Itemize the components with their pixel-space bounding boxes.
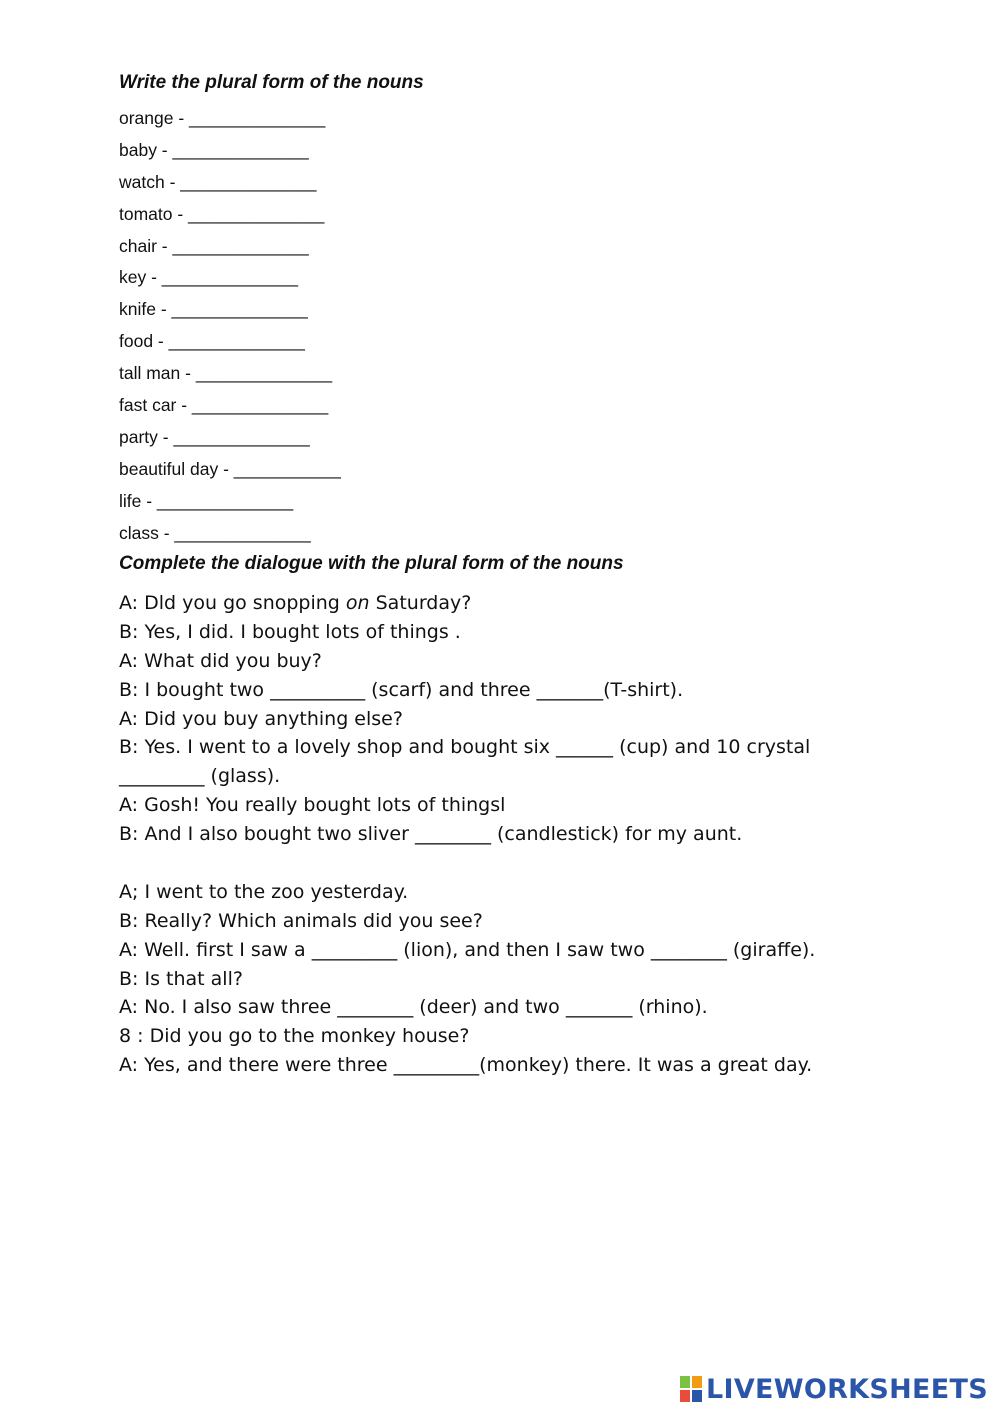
noun-item-chair[interactable]: chair - ______________ xyxy=(119,235,309,256)
dialogue-line-blank[interactable]: A: No. I also saw three ________ (deer) and two _______ (rhino). xyxy=(119,996,708,1019)
noun-item-party[interactable]: party - ______________ xyxy=(119,426,310,447)
noun-item-key[interactable]: key - ______________ xyxy=(119,267,299,288)
dialogue-text-italic: on xyxy=(345,592,370,614)
dialogue-line: A: Did you buy anything else? xyxy=(119,707,403,730)
dialogue-line-blank[interactable]: B: I bought two __________ (scarf) and three _______(T-shirt). xyxy=(119,678,684,701)
logo-text: LIVEWORKSHEETS xyxy=(705,1373,988,1405)
dialogue-line-blank[interactable]: B: And I also bought two sliver ________ (candlestick) for my aunt. xyxy=(119,823,743,846)
dialogue-spacer xyxy=(119,849,919,878)
noun-item-orange[interactable]: orange - ______________ xyxy=(119,108,326,128)
liveworksheets-logo xyxy=(680,1373,988,1405)
noun-item-knife[interactable]: knife - ______________ xyxy=(119,299,308,320)
noun-item-food[interactable]: food - ______________ xyxy=(119,331,305,352)
dialogue-line: A: What did you buy? xyxy=(119,649,322,672)
section2-heading: Complete the dialogue with the plural form of the nouns xyxy=(119,553,624,574)
dialogue-line-blank[interactable]: B: Yes. I went to a lovely shop and bought six ______ (cup) and 10 crystal xyxy=(119,736,811,759)
dialogue-block xyxy=(119,589,919,1080)
noun-item-tall-man[interactable]: tall man - ______________ xyxy=(119,363,333,384)
noun-item-baby[interactable]: baby - ______________ xyxy=(119,139,309,160)
dialogue-line: 8 : Did you go to the monkey house? xyxy=(119,1025,470,1048)
noun-item-watch[interactable]: watch - ______________ xyxy=(119,171,317,192)
dialogue-line-blank[interactable]: A: Yes, and there were three _________(monkey) there. It was a great day. xyxy=(119,1054,813,1077)
dialogue-line-blank[interactable]: A: Well. first I saw a _________ (lion), and then I saw two ________ (giraffe). xyxy=(119,938,816,961)
dialogue-line: A: Gosh! You really bought lots of thingsl xyxy=(119,794,506,817)
noun-item-class[interactable]: class - ______________ xyxy=(119,522,311,543)
dialogue-line: A; I went to the zoo yesterday. xyxy=(119,880,409,903)
noun-item-beautiful-day[interactable]: beautiful day - ___________ xyxy=(119,458,341,479)
noun-item-life[interactable]: life - ______________ xyxy=(119,490,294,511)
dialogue-line xyxy=(119,589,919,618)
noun-list xyxy=(119,106,341,552)
dialogue-line: B: Really? Which animals did you see? xyxy=(119,909,483,932)
section1-heading: Write the plural form of the nouns xyxy=(119,72,424,93)
dialogue-line: B: Yes, I did. I bought lots of things . xyxy=(119,620,461,643)
dialogue-text: A: Dld you go snopping xyxy=(119,592,346,614)
logo-blocks-icon xyxy=(680,1376,702,1402)
noun-item-tomato[interactable]: tomato - ______________ xyxy=(119,203,325,224)
dialogue-text: Saturday? xyxy=(369,592,472,614)
dialogue-line: B: Is that all? xyxy=(119,967,243,990)
dialogue-line-blank[interactable]: _________ (glass). xyxy=(119,765,281,788)
noun-item-fast-car[interactable]: fast car - ______________ xyxy=(119,395,329,416)
